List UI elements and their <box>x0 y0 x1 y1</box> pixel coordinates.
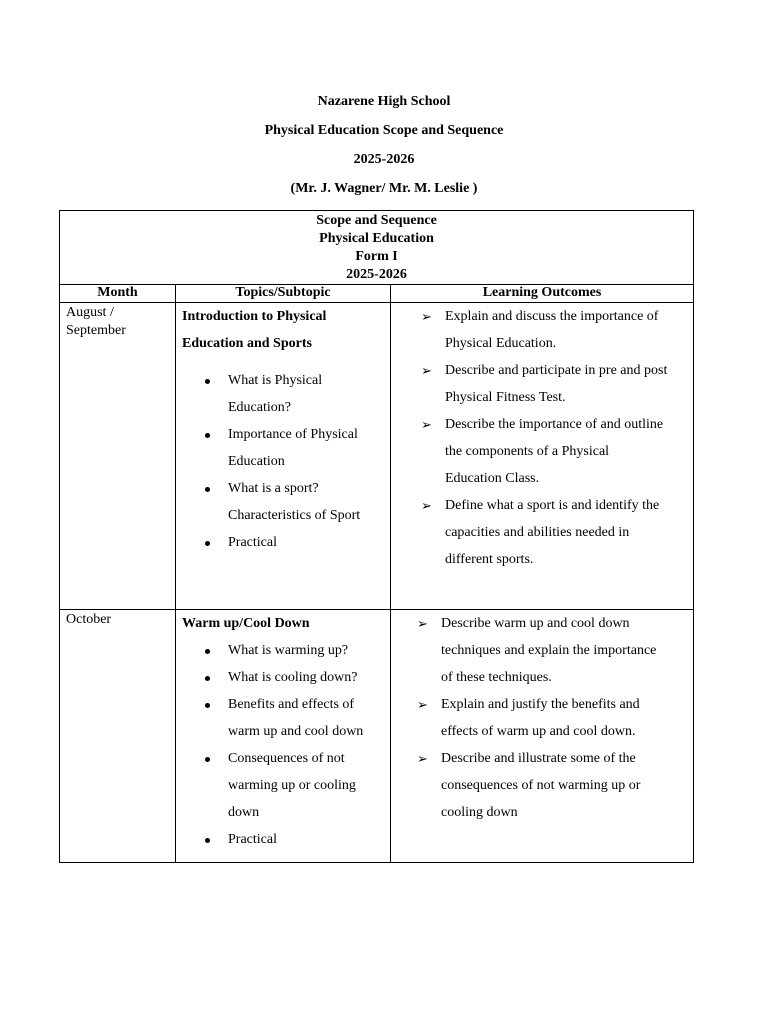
dot-bullet-icon <box>205 649 210 654</box>
list-item: ➢ Explain and discuss the importance of <box>391 303 689 330</box>
school-name: Nazarene High School <box>317 94 451 109</box>
dot-bullet-icon <box>205 487 210 492</box>
list-item: Practical <box>182 826 386 853</box>
list-item: Education <box>228 454 285 469</box>
arrow-bullet-icon: ➢ <box>421 417 432 432</box>
list-item: ➢ Describe warm up and cool down <box>391 610 689 637</box>
list-item: Consequences of not <box>182 745 386 772</box>
month-label: September <box>66 323 126 338</box>
list-item: What is Physical <box>182 367 386 394</box>
list-item: Physical Education. <box>445 336 557 351</box>
list-item: ➢ Describe the importance of and outline <box>391 411 689 438</box>
school-year: 2025-2026 <box>353 152 415 167</box>
list-item: What is warming up? <box>182 637 386 664</box>
banner-line-2: Physical Education <box>319 231 434 246</box>
dot-bullet-icon <box>205 676 210 681</box>
arrow-bullet-icon: ➢ <box>421 363 432 378</box>
list-item: Practical <box>182 529 386 556</box>
list-item: down <box>228 805 260 820</box>
arrow-bullet-icon: ➢ <box>417 697 428 712</box>
topic-title: Introduction to Physical <box>182 309 327 324</box>
list-item: ➢ Explain and justify the benefits and <box>391 691 689 718</box>
list-item: consequences of not warming up or <box>441 778 641 793</box>
list-item: Benefits and effects of <box>182 691 386 718</box>
list-item: What is a sport? <box>182 475 386 502</box>
list-item: Characteristics of Sport <box>228 508 361 523</box>
subtopic-list <box>182 367 386 556</box>
list-item: Physical Fitness Test. <box>445 390 566 405</box>
banner-line-1: Scope and Sequence <box>316 213 437 228</box>
list-item: What is cooling down? <box>182 664 386 691</box>
topic-title: Warm up/Cool Down <box>182 616 310 631</box>
table-banner <box>60 211 694 285</box>
month-label: August / <box>66 305 114 320</box>
dot-bullet-icon <box>205 379 210 384</box>
dot-bullet-icon <box>205 703 210 708</box>
outcomes-cell <box>391 610 694 863</box>
month-cell <box>60 610 176 863</box>
list-item: Education Class. <box>445 471 540 486</box>
list-item: ➢ Describe and participate in pre and post <box>391 357 689 384</box>
topic-cell <box>176 303 391 610</box>
list-item: Education? <box>228 400 291 415</box>
list-item: the components of a Physical <box>445 444 610 459</box>
list-item: Importance of Physical <box>182 421 386 448</box>
list-item: capacities and abilities needed in <box>445 525 630 540</box>
column-header-outcomes: Learning Outcomes <box>391 285 694 303</box>
month-label: October <box>66 612 112 627</box>
teachers: (Mr. J. Wagner/ Mr. M. Leslie ) <box>290 181 478 196</box>
banner-line-4: 2025-2026 <box>346 267 407 282</box>
column-header-topics: Topics/Subtopic <box>176 285 391 303</box>
subtopic-list <box>182 637 386 853</box>
month-cell <box>60 303 176 610</box>
table-row <box>60 303 694 610</box>
list-item: cooling down <box>441 805 518 820</box>
table-row <box>60 610 694 863</box>
list-item: ➢ Describe and illustrate some of the <box>391 745 689 772</box>
list-item: of these techniques. <box>441 670 552 685</box>
list-item: ➢ Define what a sport is and identify the <box>391 492 689 519</box>
dot-bullet-icon <box>205 757 210 762</box>
dot-bullet-icon <box>205 541 210 546</box>
arrow-bullet-icon: ➢ <box>417 751 428 766</box>
dot-bullet-icon <box>205 838 210 843</box>
list-item: warming up or cooling <box>228 778 356 793</box>
list-item: effects of warm up and cool down. <box>441 724 636 739</box>
document-title: Physical Education Scope and Sequence <box>264 123 504 138</box>
column-header-month: Month <box>60 285 176 303</box>
arrow-bullet-icon: ➢ <box>421 309 432 324</box>
arrow-bullet-icon: ➢ <box>421 498 432 513</box>
arrow-bullet-icon: ➢ <box>417 616 428 631</box>
banner-line-3: Form I <box>355 249 398 264</box>
outcomes-cell <box>391 303 694 610</box>
topic-cell <box>176 610 391 863</box>
scope-sequence-table <box>59 210 694 863</box>
list-item: different sports. <box>445 552 534 567</box>
dot-bullet-icon <box>205 433 210 438</box>
list-item: warm up and cool down <box>228 724 364 739</box>
list-item: techniques and explain the importance <box>441 643 657 658</box>
topic-title: Education and Sports <box>182 336 312 351</box>
